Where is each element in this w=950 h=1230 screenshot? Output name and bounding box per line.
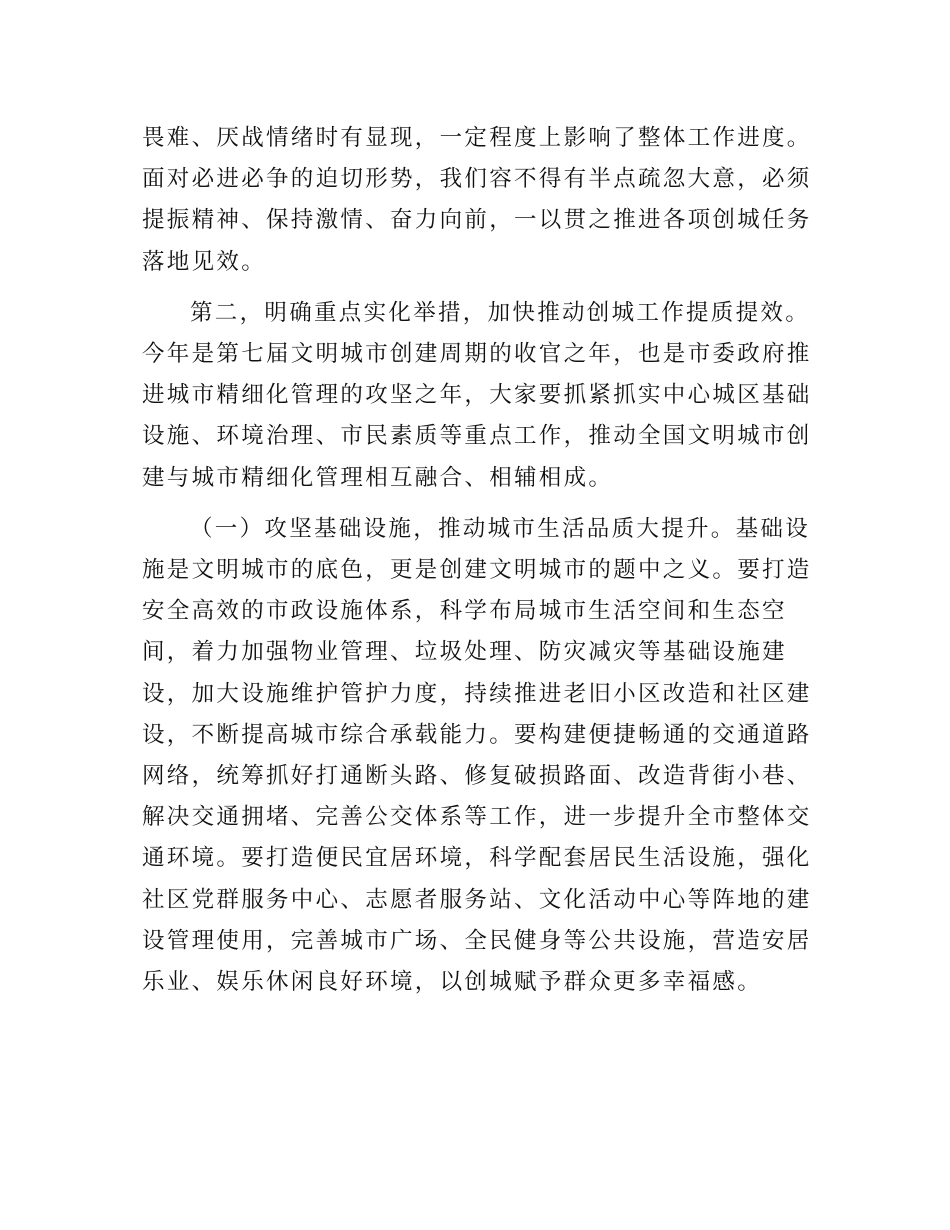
text-line: 解决交通拥堵、完善公交体系等工作，进一步提升全市整体交 bbox=[142, 804, 812, 831]
text-line: 设施、环境治理、市民素质等重点工作，推动全国文明城市创 bbox=[142, 423, 812, 450]
paragraph-3 bbox=[142, 509, 812, 1003]
text-line: （一）攻坚基础设施，推动城市生活品质大提升。基础设 bbox=[190, 515, 811, 542]
text-line: 第二，明确重点实化举措，加快推动创城工作提质提效。 bbox=[190, 299, 811, 326]
text-line: 通环境。要打造便民宜居环境，科学配套居民生活设施，强化 bbox=[142, 845, 812, 872]
text-line: 建与城市精细化管理相互融合、相辅相成。 bbox=[142, 464, 614, 491]
text-line: 网络，统筹抓好打通断头路、修复破损路面、改造背街小巷、 bbox=[142, 763, 812, 790]
text-line: 落地见效。 bbox=[142, 248, 267, 275]
document-page bbox=[142, 118, 812, 1013]
text-line: 进城市精细化管理的攻坚之年，大家要抓紧抓实中心城区基础 bbox=[142, 382, 812, 409]
text-line: 施是文明城市的底色，更是创建文明城市的题中之义。要打造 bbox=[142, 557, 812, 584]
text-line: 间，着力加强物业管理、垃圾处理、防灾减灾等基础设施建 bbox=[142, 639, 787, 666]
paragraph-2 bbox=[142, 293, 812, 499]
text-line: 畏难、厌战情绪时有显现，一定程度上影响了整体工作进度。 bbox=[142, 125, 812, 151]
paragraph-1 bbox=[142, 118, 812, 283]
text-line: 今年是第七届文明城市创建周期的收官之年，也是市委政府推 bbox=[142, 341, 812, 368]
text-line: 设，不断提高城市综合承载能力。要构建便捷畅通的交通道路 bbox=[142, 721, 812, 748]
text-line: 设，加大设施维护管护力度，持续推进老旧小区改造和社区建 bbox=[142, 680, 812, 707]
text-line: 面对必进必争的迫切形势，我们容不得有半点疏忽大意，必须 bbox=[142, 166, 812, 193]
text-line: 安全高效的市政设施体系，科学布局城市生活空间和生态空 bbox=[142, 598, 787, 625]
text-line: 设管理使用，完善城市广场、全民健身等公共设施，营造安居 bbox=[142, 927, 812, 954]
text-line: 乐业、娱乐休闲良好环境，以创城赋予群众更多幸福感。 bbox=[142, 969, 763, 996]
text-line: 提振精神、保持激情、奋力向前，一以贯之推进各项创城任务 bbox=[142, 207, 812, 234]
text-line: 社区党群服务中心、志愿者服务站、文化活动中心等阵地的建 bbox=[142, 886, 812, 913]
